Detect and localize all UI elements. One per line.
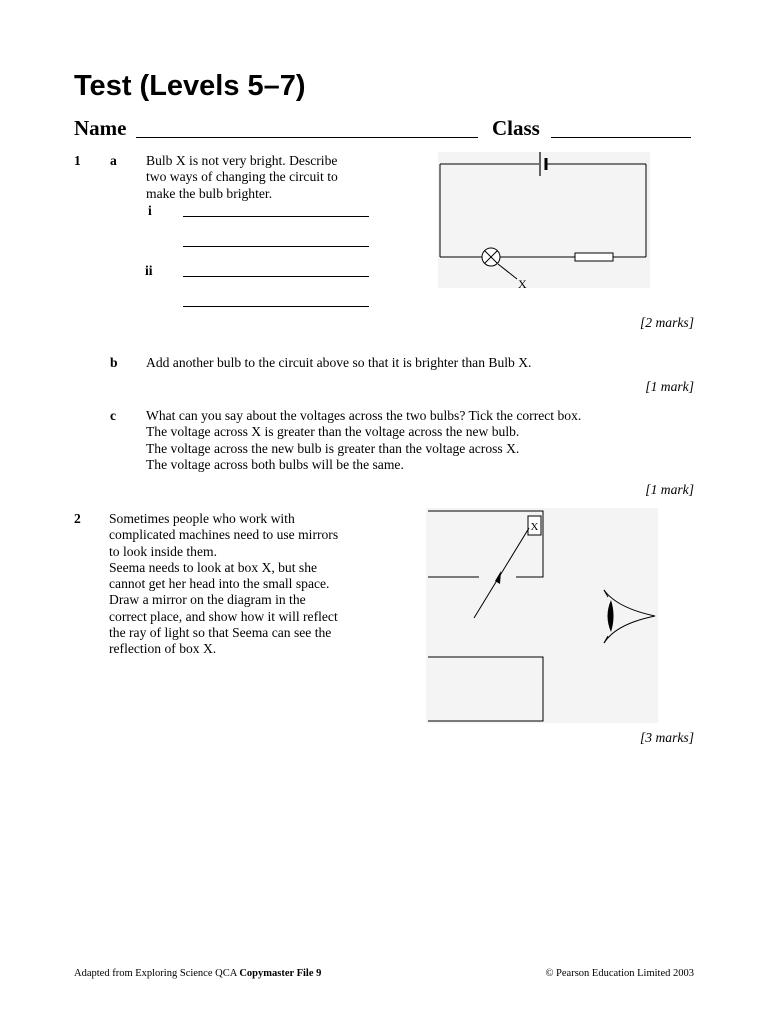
resistor-icon bbox=[575, 253, 613, 261]
question-1c-line: What can you say about the voltages across the two bulbs? Tick the correct box. bbox=[146, 408, 582, 423]
bulb-icon bbox=[482, 248, 500, 266]
option-line[interactable]: The voltage across both bulbs will be the same. bbox=[146, 456, 404, 472]
question-2-line: cannot get her head into the small space. bbox=[109, 576, 330, 592]
question-1b-marks: [1 mark] bbox=[645, 379, 694, 394]
circuit-diagram bbox=[438, 152, 650, 292]
class-label: Class bbox=[492, 116, 540, 140]
question-1c-text bbox=[146, 408, 581, 473]
question-1a-line: make the bulb brighter. bbox=[146, 185, 273, 201]
name-label: Name bbox=[74, 116, 127, 140]
diagram-shading bbox=[438, 152, 650, 288]
footer-source bbox=[74, 967, 321, 980]
diagram-shading bbox=[426, 508, 658, 723]
answer-line-i-2[interactable] bbox=[183, 246, 369, 247]
question-1c-marks: [1 mark] bbox=[645, 482, 694, 497]
question-2-line: Sometimes people who work with bbox=[109, 511, 295, 526]
question-2-marks: [3 marks] bbox=[639, 730, 694, 745]
question-1a-text bbox=[146, 153, 338, 202]
question-1a-line: two ways of changing the circuit to bbox=[146, 169, 338, 185]
question-2-line: Seema needs to look at box X, but she bbox=[109, 559, 318, 575]
box-x-label: X bbox=[530, 521, 539, 533]
question-2-line: the ray of light so that Seema can see the bbox=[109, 625, 332, 641]
question-1a-sub-ii: ii bbox=[145, 263, 153, 278]
question-1a-letter: a bbox=[110, 153, 117, 168]
class-field[interactable] bbox=[551, 137, 691, 138]
question-1-number: 1 bbox=[74, 153, 81, 168]
option-line[interactable]: The voltage across the new bulb is greater than the voltage across X. bbox=[146, 440, 520, 456]
answer-line-i-1[interactable] bbox=[183, 216, 369, 217]
page-title: Test (Levels 5–7) bbox=[74, 70, 306, 102]
question-1a-line: Bulb X is not very bright. Describe bbox=[146, 153, 338, 168]
option-line[interactable]: The voltage across X is greater than the voltage across the new bulb. bbox=[146, 424, 520, 440]
answer-line-ii-2[interactable] bbox=[183, 306, 369, 307]
mirror-diagram bbox=[426, 508, 660, 724]
bulb-x-label: X bbox=[518, 277, 527, 291]
answer-line-ii-1[interactable] bbox=[183, 276, 369, 277]
question-2-text bbox=[109, 511, 338, 658]
footer-source-text: Adapted from Exploring Science QCA bbox=[74, 968, 240, 979]
question-1a-sub-i: i bbox=[148, 203, 152, 218]
question-1b-text: Add another bulb to the circuit above so that it is brighter than Bulb X. bbox=[146, 355, 532, 370]
question-1a-marks: [2 marks] bbox=[639, 315, 694, 330]
question-2-line: Draw a mirror on the diagram in the bbox=[109, 592, 306, 608]
question-2-line: to look inside them. bbox=[109, 543, 217, 559]
question-2-number: 2 bbox=[74, 511, 81, 526]
footer-copyright: © Pearson Education Limited 2003 bbox=[545, 968, 694, 979]
question-2-line: complicated machines need to use mirrors bbox=[109, 527, 339, 543]
question-1b-letter: b bbox=[110, 355, 118, 370]
question-1c-letter: c bbox=[110, 408, 117, 423]
name-field[interactable] bbox=[136, 137, 478, 138]
question-2-line: correct place, and show how it will reflect bbox=[109, 608, 338, 624]
footer-source-bold: Copymaster File 9 bbox=[239, 968, 322, 979]
question-2-line: reflection of box X. bbox=[109, 641, 217, 657]
